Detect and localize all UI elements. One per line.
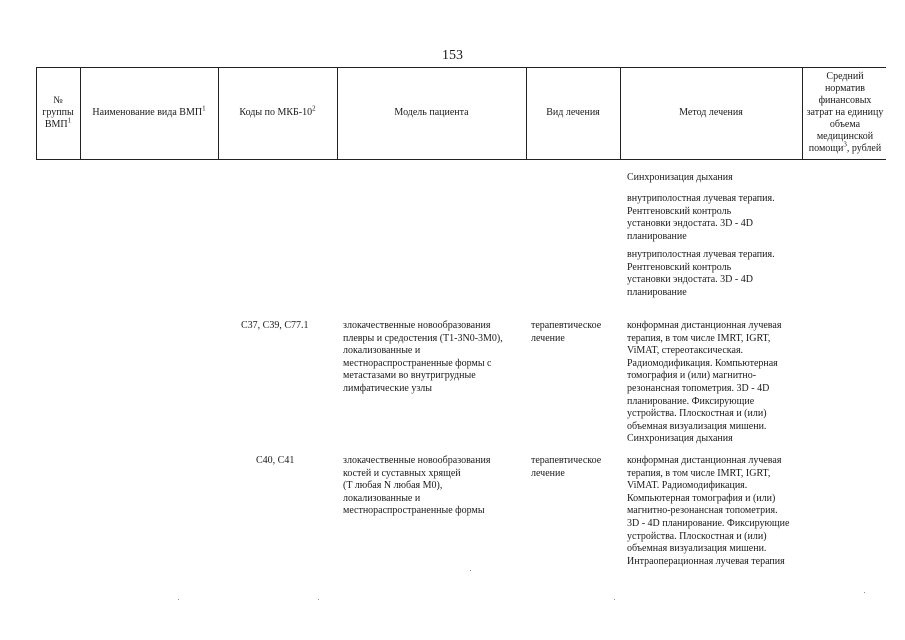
scan-speck (318, 599, 319, 600)
row-2-icd-codes: C40, C41 (256, 455, 295, 466)
row-2-treatment-method: конформная дистанционная лучевая терапия, в том числе IMRT, IGRT, ViMAT. Радиомодификация. Компьютерная томография и (или) магнитно-резонансная топометрия. 3D - 4D планирование. Фиксирующие устройства. Плоскостная и (или) объемная визуализация мишени. Интраоперационная лучевая терапия (627, 455, 790, 567)
header-cost-norm: Средний норматив финансовых затрат на единицу объема медицинской помощи$^3$, рублей (806, 71, 884, 154)
row-2-treatment-type: терапевтическое лечение (531, 455, 602, 479)
header-icd-codes: Коды по МКБ-$10^2$ (239, 104, 316, 118)
method-continuation-1: Синхронизация дыхания (627, 172, 733, 183)
scan-speck (614, 599, 615, 600)
row-1-patient-model: злокачественные новообразования плевры и средостения (T1-3N0-3M0), локализованные и местнораспространенные формы с метастазами во внутригрудные лимфатические узлы (343, 320, 503, 394)
table-header-bottom-rule (36, 159, 886, 160)
row-1-treatment-type: терапевтическое лечение (531, 320, 602, 344)
method-continuation-2: внутриполостная лучевая терапия. Рентгеновский контроль установки эндостата. 3D - 4D планирование (627, 193, 775, 242)
scan-speck (470, 570, 471, 571)
row-1-treatment-method: конформная дистанционная лучевая терапия, в том числе IMRT, IGRT, ViMAT, стереотаксическая. Радиомодификация. Компьютерная томография и (или) магнитно- резонансная топометрия. 3D - 4D планирование. Фиксирующие устройства. Плоскостная и (или) объемная визуализация мишени. Синхронизация дыхания (627, 320, 782, 445)
row-2-patient-model: злокачественные новообразования костей и суставных хрящей (T любая N любая M0), локализованные и местнораспространенные формы (343, 455, 491, 517)
header-treatment-method: Метод лечения (679, 107, 743, 118)
header-vmp-name: Наименование вида ВМП$^1$ (92, 104, 206, 118)
header-treatment-type: Вид лечения (546, 107, 600, 118)
header-group-number: № группы ВМП$^1$ (42, 95, 74, 130)
header-patient-model: Модель пациента (394, 107, 469, 118)
scan-speck (178, 599, 179, 600)
page-number: 153 (442, 48, 463, 63)
method-continuation-3: внутриполостная лучевая терапия. Рентгеновский контроль установки эндостата. 3D - 4D планирование (627, 249, 775, 298)
row-1-icd-codes: C37, C39, C77.1 (241, 320, 309, 331)
scan-speck (864, 592, 865, 593)
